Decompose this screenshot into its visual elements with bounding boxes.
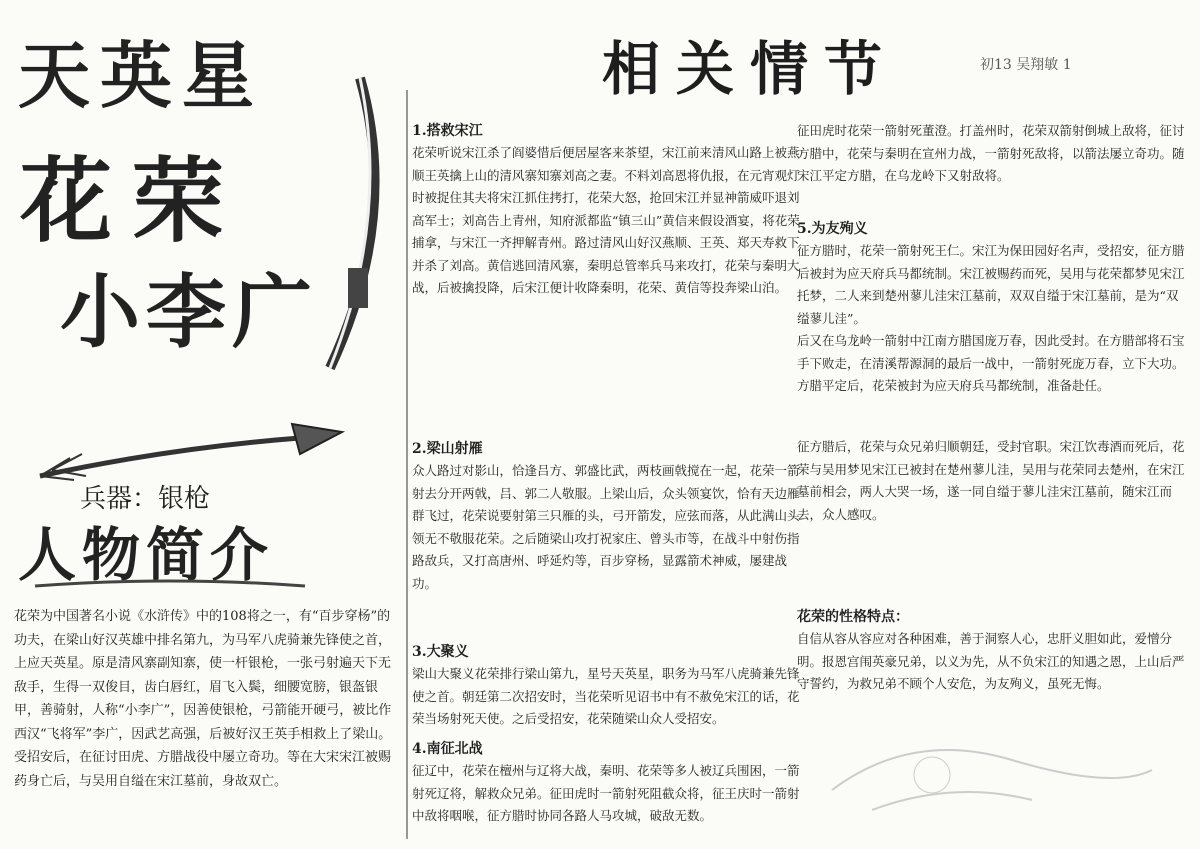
section-text-rescue: 花荣听说宋江杀了阎婆惜后便居屋客来茶望，宋江前来清风山路上被燕顺王英擒上山的清风寨知寨刘高之妻。不料刘高恩将仇报，在元宵观灯时被捉住其夫将宋江抓住拷打，花荣大怒，抢回宋江并显神箭威吓退刘高军士；刘高告上青州，知府派都监“镇三山”黄信来假设酒宴，将花荣捕拿，与宋江一齐押解青州。路过清风山好汉燕顺、王英、郑天寿救下并杀了刘高。黄信逃回清风寨，秦明总管率兵马来攻打，花荣与秦明大战，后被擒投降，后宋江便计收降秦明，花荣、黄信等投奔梁山泊。: [412, 145, 800, 295]
section-heading-martyrdom: 5.为友殉义: [797, 221, 868, 237]
section-heading-goose: 2.梁山射雁: [412, 441, 483, 457]
plot-heading: 相关情节: [602, 35, 899, 103]
section-heading-campaigns: 4.南征北战: [412, 741, 483, 757]
section-text-campaigns: 征辽中，花荣在檀州与辽将大战，秦明、花荣等多人被辽兵围困，一箭射死辽将，解救众兄弟。征田虎时一箭射死阻截众将，征王庆时一箭射中敌将咽喉，征方腊时协同各路人马攻城，破敌无数。: [412, 763, 800, 823]
faint-sketch: [812, 720, 1172, 840]
section-text-personality: 自信从容从容应对各种困难，善于洞察人心，忠肝义胆如此，爱憎分明。报恩宫闱英豪兄弟，以义为先，从不负宋江的知遇之恩，上山后严守誓约，为救兄弟不顾个人安危，为友殉义，虽死无悔。: [797, 631, 1185, 691]
left-panel: [10, 8, 408, 843]
section-text-martyrdom: 征方腊时，花荣一箭射死王仁。宋江为保田园好名声，受招安，征方腊后被封为应天府兵马都统制。宋江被赐药而死，吴用与花荣都梦见宋江托梦，二人来到楚州蓼儿洼宋江墓前，双双自缢于宋江墓前，是为“双缢蓼儿洼”。: [797, 243, 1185, 326]
author-note: 初13 吴翔敏 1: [980, 57, 1072, 73]
column-divider: [403, 90, 411, 839]
title-character-name: 花荣: [20, 148, 245, 255]
intro-text: 花荣为中国著名小说《水浒传》中的108将之一，有“百步穿杨”的功夫，在梁山好汉英雄中排名第九，为马军八虎骑兼先锋使之首，上应天英星。原是清风寨副知寨，使一杆银枪，一张弓射遍天下无敌手，生得一双俊目，齿白唇红，眉飞入鬓，细腰宽膀，银盔银甲，善骑射，人称“小李广”，因善使银枪，弓箭能开硬弓，被比作西汉“飞将军”李广，因武艺高强，后被好汉王英手相救上了梁山。受招安后，在征讨田虎、方腊战役中屡立奇功。等在大宋宋江被赐药身亡后，与吴用自缢在宋江墓前，身故双亡。: [14, 609, 392, 789]
intro-heading: 人物简介: [18, 521, 275, 589]
section-text-liaoerwa: 征方腊后，花荣与众兄弟归顺朝廷，受封官职。宋江饮毒酒而死后，花荣与吴用梦见宋江已被封在楚州蓼儿洼，吴用与花荣同去楚州，在宋江墓前相会，两人大哭一场，遂一同自缢于蓼儿洼宋江墓前，随宋江而去，众人感叹。: [797, 439, 1185, 522]
bow-drawing: [300, 68, 400, 428]
section-heading-rescue: 1.搭救宋江: [412, 123, 483, 139]
section-text-fangla: 后又在乌龙岭一箭射中江南方腊国庞万春，因此受封。在方腊部将石宝手下败走，在清溪帮源洞的最后一战中，一箭射死庞万春，立下大功。方腊平定后，花荣被封为应天府兵马都统制，准备赴任。: [797, 333, 1185, 393]
title-nickname: 小李广: [60, 266, 318, 359]
section-heading-personality: 花荣的性格特点：: [797, 609, 909, 625]
section-text-goose: 众人路过对影山，恰逢吕方、郭盛比武，两枝画戟搅在一起，花荣一箭射去分开两戟，吕、郭二人敬服。上梁山后，众头领宴饮，恰有天边雁群飞过，花荣说要射第三只雁的头，弓开箭发，应弦而落，从此满山头领无不敬服花荣。之后随梁山攻打祝家庄、曾头市等，在战斗中射伤指路敌兵，又打高唐州、呼延灼等，百步穿杨，显露箭术神威，屡建战功。: [412, 463, 800, 591]
section-heading-gathering: 3.大聚义: [412, 644, 469, 660]
weapon-label: 兵器：银枪: [80, 484, 211, 514]
right-panel: [412, 8, 1192, 843]
heading-underline: [30, 576, 310, 596]
title-star-name: 天英星: [18, 34, 265, 118]
section-text-tianhu: 征田虎时花荣一箭射死董澄。打盖州时，花荣双箭射倒城上敌将，征讨方腊中，花荣与秦明在宣州力战，一箭射死敌将，以箭法屡立奇功。随宋江平定方腊，在乌龙岭下又射敌将。: [797, 123, 1185, 183]
section-text-gathering: 梁山大聚义花荣排行梁山第九，星号天英星，职务为马军八虎骑兼先锋使之首。朝廷第二次招安时，当花荣听见诏书中有不赦免宋江的话，花荣当场射死天使。之后受招安，花荣随梁山众人受招安。: [412, 666, 800, 726]
